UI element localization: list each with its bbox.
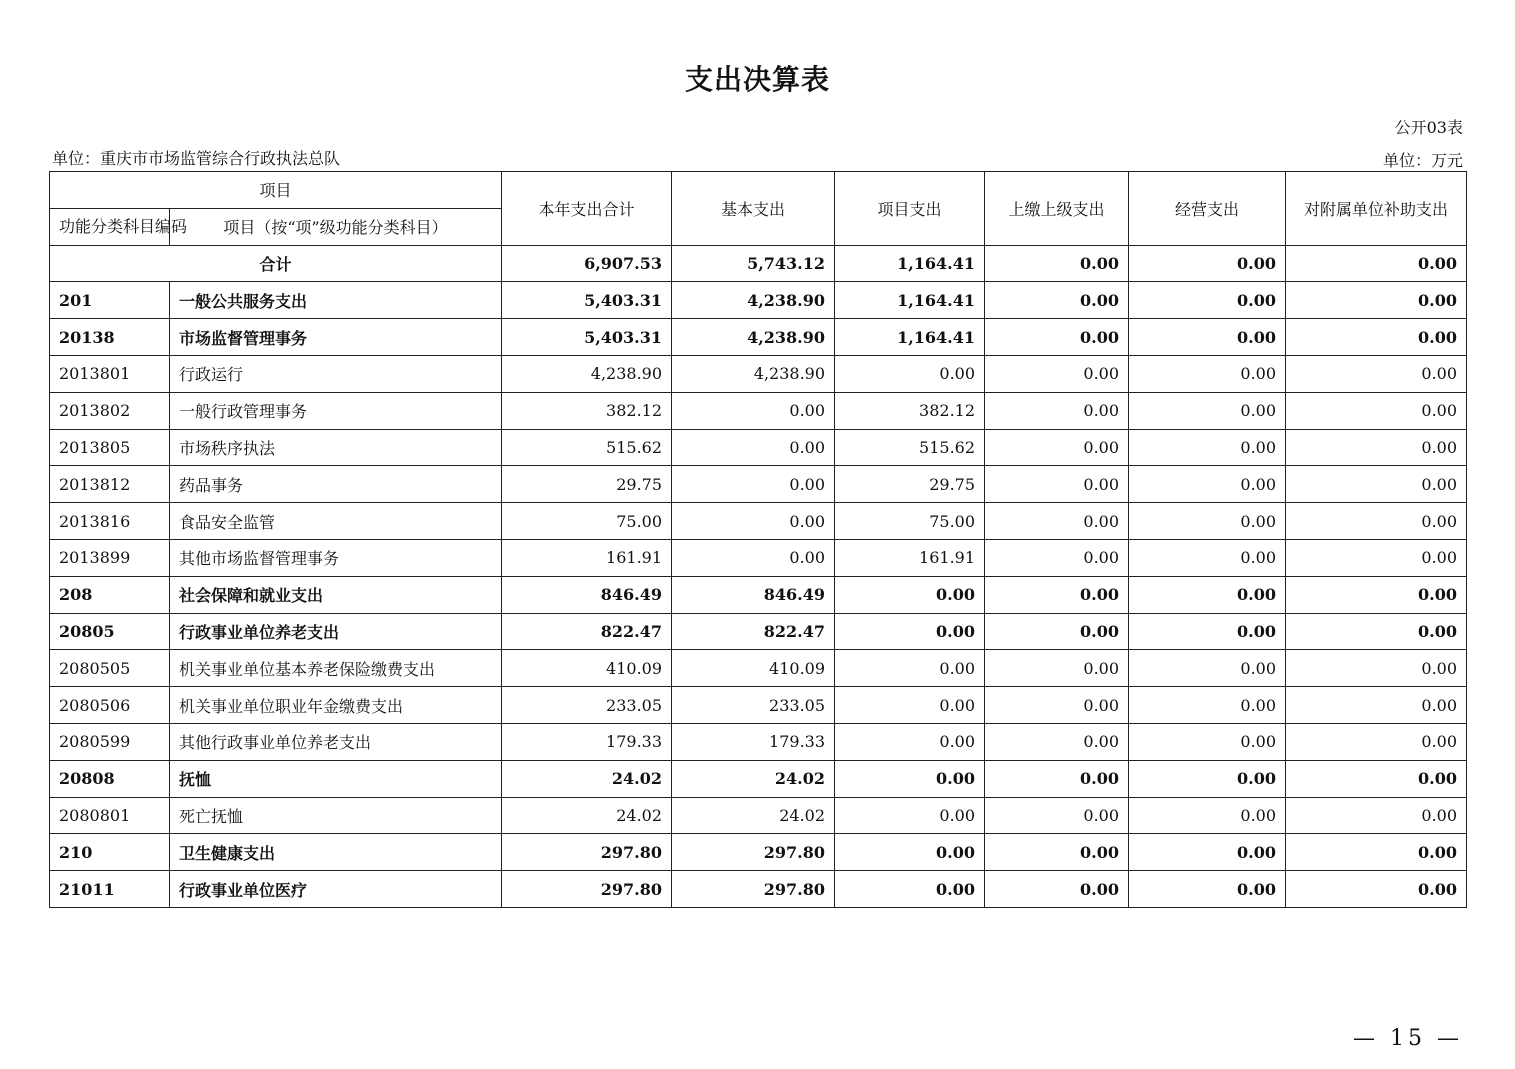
row-value: 0.00 [1286,797,1467,834]
row-value: 0.00 [1286,576,1467,613]
row-value: 515.62 [502,429,672,466]
row-value: 0.00 [672,392,835,429]
row-name: 其他行政事业单位养老支出 [170,723,502,760]
row-code: 208 [50,576,170,613]
table-row [50,613,1467,650]
row-code: 2080506 [50,687,170,724]
header-subsidiary: 对附属单位补助支出 [1286,172,1467,246]
row-value: 0.00 [835,355,985,392]
row-value: 0.00 [1286,760,1467,797]
header-basic: 基本支出 [672,172,835,246]
row-code: 210 [50,834,170,871]
row-value: 0.00 [1286,539,1467,576]
row-value: 0.00 [985,797,1129,834]
table-row [50,282,1467,319]
row-name: 机关事业单位职业年金缴费支出 [170,687,502,724]
row-value: 0.00 [1286,723,1467,760]
row-value: 1,164.41 [835,282,985,319]
row-value: 822.47 [502,613,672,650]
row-value: 0.00 [985,355,1129,392]
row-value: 0.00 [672,466,835,503]
header-project: 项目 [50,172,502,209]
row-value: 0.00 [1286,613,1467,650]
table-row [50,650,1467,687]
row-value: 410.09 [672,650,835,687]
row-value: 0.00 [985,319,1129,356]
row-code: 201 [50,282,170,319]
total-value: 0.00 [1129,245,1286,282]
table-row [50,466,1467,503]
currency-label: 单位：万元 [1382,151,1463,170]
row-value: 0.00 [985,429,1129,466]
table-row [50,797,1467,834]
row-value: 0.00 [985,871,1129,908]
row-value: 24.02 [502,797,672,834]
row-name: 机关事业单位基本养老保险缴费支出 [170,650,502,687]
row-value: 29.75 [835,466,985,503]
table-row [50,319,1467,356]
row-value: 297.80 [502,834,672,871]
table-row [50,760,1467,797]
unit-label: 单位：重庆市市场监管综合行政执法总队 [52,149,341,168]
row-value: 0.00 [1129,576,1286,613]
row-value: 382.12 [835,392,985,429]
row-value: 24.02 [672,760,835,797]
row-code: 20805 [50,613,170,650]
total-value: 0.00 [985,245,1129,282]
row-value: 0.00 [985,503,1129,540]
row-value: 75.00 [835,503,985,540]
row-value: 5,403.31 [502,319,672,356]
page-number: — 15 — [1353,1026,1463,1051]
table-row [50,834,1467,871]
row-value: 0.00 [672,429,835,466]
row-value: 0.00 [1129,760,1286,797]
row-value: 0.00 [672,539,835,576]
row-name: 食品安全监管 [170,503,502,540]
row-value: 0.00 [1129,797,1286,834]
table-row [50,687,1467,724]
row-value: 1,164.41 [835,319,985,356]
row-value: 0.00 [1129,319,1286,356]
row-name: 抚恤 [170,760,502,797]
table-row [50,576,1467,613]
row-value: 161.91 [502,539,672,576]
row-value: 846.49 [672,576,835,613]
row-name: 卫生健康支出 [170,834,502,871]
header-code: 功能分类科目编码 [50,208,170,245]
row-value: 382.12 [502,392,672,429]
row-code: 2013805 [50,429,170,466]
row-code: 20138 [50,319,170,356]
row-name: 一般公共服务支出 [170,282,502,319]
header-name: 项目（按“项”级功能分类科目） [170,208,502,245]
row-value: 0.00 [835,797,985,834]
row-value: 0.00 [1129,282,1286,319]
row-value: 0.00 [985,282,1129,319]
table-row [50,429,1467,466]
total-label: 合计 [50,245,502,282]
row-value: 233.05 [502,687,672,724]
row-value: 5,403.31 [502,282,672,319]
row-value: 0.00 [835,687,985,724]
row-name: 行政运行 [170,355,502,392]
row-value: 0.00 [1129,503,1286,540]
row-value: 0.00 [672,503,835,540]
row-name: 其他市场监督管理事务 [170,539,502,576]
row-code: 20808 [50,760,170,797]
row-value: 0.00 [1129,687,1286,724]
row-value: 0.00 [1286,871,1467,908]
table-row [50,355,1467,392]
row-value: 0.00 [985,687,1129,724]
row-name: 行政事业单位养老支出 [170,613,502,650]
row-value: 297.80 [502,871,672,908]
row-value: 0.00 [835,576,985,613]
row-value: 0.00 [985,723,1129,760]
row-value: 0.00 [1129,355,1286,392]
row-value: 0.00 [985,834,1129,871]
row-value: 0.00 [835,834,985,871]
row-value: 4,238.90 [502,355,672,392]
total-value: 0.00 [1286,245,1467,282]
row-value: 0.00 [1129,429,1286,466]
row-name: 市场监督管理事务 [170,319,502,356]
row-value: 0.00 [1129,723,1286,760]
row-name: 市场秩序执法 [170,429,502,466]
row-value: 0.00 [985,392,1129,429]
row-value: 0.00 [985,613,1129,650]
row-value: 4,238.90 [672,355,835,392]
row-value: 0.00 [1129,650,1286,687]
row-value: 0.00 [1129,539,1286,576]
total-value: 1,164.41 [835,245,985,282]
row-value: 0.00 [1286,392,1467,429]
row-name: 一般行政管理事务 [170,392,502,429]
row-value: 0.00 [985,760,1129,797]
row-value: 0.00 [1286,650,1467,687]
row-value: 0.00 [1129,613,1286,650]
total-value: 6,907.53 [502,245,672,282]
total-value: 5,743.12 [672,245,835,282]
table-row [50,392,1467,429]
row-value: 297.80 [672,871,835,908]
row-value: 846.49 [502,576,672,613]
row-value: 0.00 [835,760,985,797]
row-value: 0.00 [835,613,985,650]
row-code: 2013816 [50,503,170,540]
total-row [50,245,1467,282]
row-value: 0.00 [985,576,1129,613]
row-value: 0.00 [985,539,1129,576]
expenditure-table [49,171,1467,908]
row-value: 0.00 [1129,834,1286,871]
row-code: 21011 [50,871,170,908]
page-title: 支出决算表 [684,63,830,96]
header-upper: 上缴上级支出 [985,172,1129,246]
row-value: 410.09 [502,650,672,687]
table-row [50,871,1467,908]
row-value: 0.00 [1286,355,1467,392]
row-value: 161.91 [835,539,985,576]
row-value: 0.00 [985,650,1129,687]
row-value: 0.00 [1286,282,1467,319]
row-value: 515.62 [835,429,985,466]
form-number: 公开03表 [1394,118,1463,137]
row-value: 4,238.90 [672,282,835,319]
row-name: 社会保障和就业支出 [170,576,502,613]
row-value: 0.00 [1129,466,1286,503]
row-value: 0.00 [1286,319,1467,356]
row-code: 2080801 [50,797,170,834]
row-value: 179.33 [502,723,672,760]
row-name: 死亡抚恤 [170,797,502,834]
row-value: 0.00 [835,723,985,760]
row-value: 822.47 [672,613,835,650]
row-code: 2013899 [50,539,170,576]
row-value: 297.80 [672,834,835,871]
table-row [50,723,1467,760]
row-value: 0.00 [1129,392,1286,429]
row-value: 4,238.90 [672,319,835,356]
table-row [50,503,1467,540]
row-value: 0.00 [835,650,985,687]
row-code: 2013802 [50,392,170,429]
row-value: 0.00 [1286,429,1467,466]
row-value: 0.00 [1286,503,1467,540]
row-value: 24.02 [672,797,835,834]
row-code: 2013812 [50,466,170,503]
row-value: 0.00 [1286,687,1467,724]
header-project-expense: 项目支出 [835,172,985,246]
row-value: 0.00 [1129,871,1286,908]
row-value: 0.00 [835,871,985,908]
row-code: 2013801 [50,355,170,392]
row-value: 179.33 [672,723,835,760]
row-value: 75.00 [502,503,672,540]
row-code: 2080505 [50,650,170,687]
row-value: 24.02 [502,760,672,797]
row-value: 0.00 [1286,834,1467,871]
row-value: 29.75 [502,466,672,503]
row-value: 233.05 [672,687,835,724]
row-value: 0.00 [1286,466,1467,503]
row-name: 行政事业单位医疗 [170,871,502,908]
row-value: 0.00 [985,466,1129,503]
table-row [50,539,1467,576]
header-business: 经营支出 [1129,172,1286,246]
row-name: 药品事务 [170,466,502,503]
row-code: 2080599 [50,723,170,760]
header-total: 本年支出合计 [502,172,672,246]
